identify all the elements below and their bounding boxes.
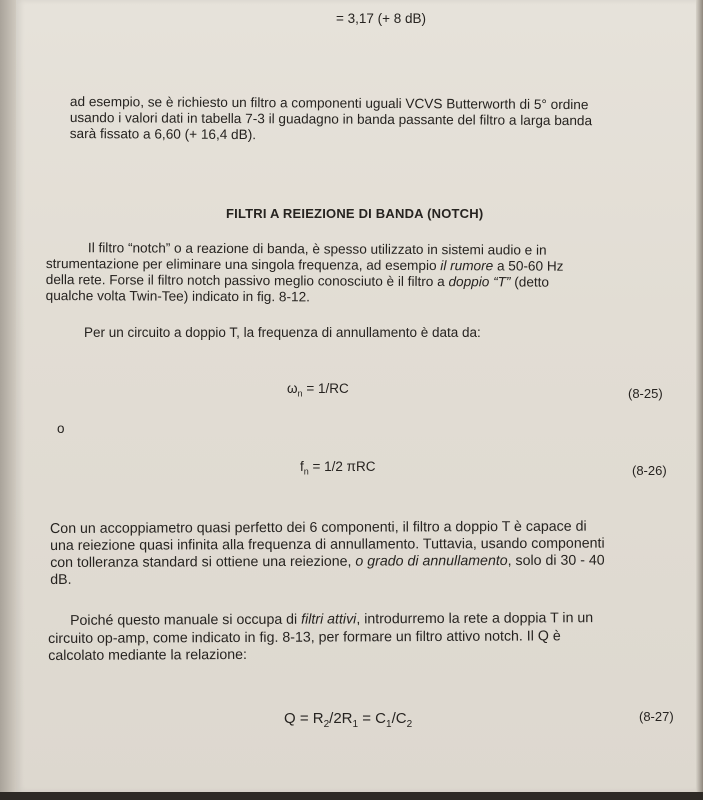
top-equation: = 3,17 (+ 8 dB) <box>336 11 427 26</box>
text-line: dB. <box>50 571 72 588</box>
text-line: usando i valori dati in tabella 7-3 il guadagno in banda passante del filtro a larga banda <box>69 109 593 129</box>
section-heading: FILTRI A REIEZIONE DI BANDA (NOTCH) <box>226 206 484 221</box>
paragraph-active-filter <box>48 610 593 665</box>
text-line: Poiché questo manuale si occupa di filtri attivi, introdurremo la rete a doppia T in un <box>69 610 594 629</box>
equation-number-8-25: (8-25) <box>628 386 663 401</box>
text-line: Con un accoppiametro quasi perfetto dei 6 componenti, il filtro a doppio T è capace di <box>50 518 587 537</box>
text-line: sarà fissato a 6,60 (+ 16,4 dB). <box>69 125 257 143</box>
paragraph-vcvs-example <box>70 94 593 145</box>
equation-number-8-26: (8-26) <box>632 463 667 478</box>
text-line: calcolato mediante la relazione: <box>48 646 248 664</box>
text-line: circuito op-amp, come indicato in fig. 8-13, per formare un filtro attivo notch. Il Q è <box>48 627 561 647</box>
paragraph-doppio-t: Per un circuito a doppio T, la frequenza di annullamento è data da: <box>84 325 481 340</box>
paragraph-rejection <box>50 519 605 589</box>
connector-word: o <box>57 421 65 436</box>
equation-8-25: $\omega_n = 1/RC$ <box>287 381 349 399</box>
paragraph-notch-intro <box>46 240 564 307</box>
equation-8-26: $f_n = 1/2$ πRC <box>300 459 376 477</box>
text-line: Il filtro “notch” o a reazione di banda, è spesso utilizzato in sistemi audio e in <box>87 240 547 258</box>
text-line: con tolleranza standard si ottiene una reiezione, o grado di annullamento, solo di 30 - 40 <box>50 552 605 571</box>
page-bottom-edge <box>0 792 703 800</box>
text-line: ad esempio, se è richiesto un filtro a componenti uguali VCVS Butterworth di 5° ordine <box>69 94 589 113</box>
equation-8-27: $Q = R_2/2R_1 = C_1/C_2$ <box>284 710 413 730</box>
page-right-edge <box>696 0 703 800</box>
page-left-edge <box>0 0 16 800</box>
text-line: qualche volta Twin-Tee) indicato in fig. 8-12. <box>45 287 310 305</box>
equation-number-8-27: (8-27) <box>639 709 674 724</box>
text-line: una reiezione quasi infinita alla frequenza di annullamento. Tuttavia, usando componenti <box>50 535 605 554</box>
document-page <box>16 0 696 792</box>
text-line: strumentazione per eliminare una singola frequenza, ad esempio il rumore a 50-60 Hz <box>45 255 564 274</box>
text-line: della rete. Forse il filtro notch passivo meglio conosciuto è il filtro a doppio “T” (detto <box>45 271 550 290</box>
